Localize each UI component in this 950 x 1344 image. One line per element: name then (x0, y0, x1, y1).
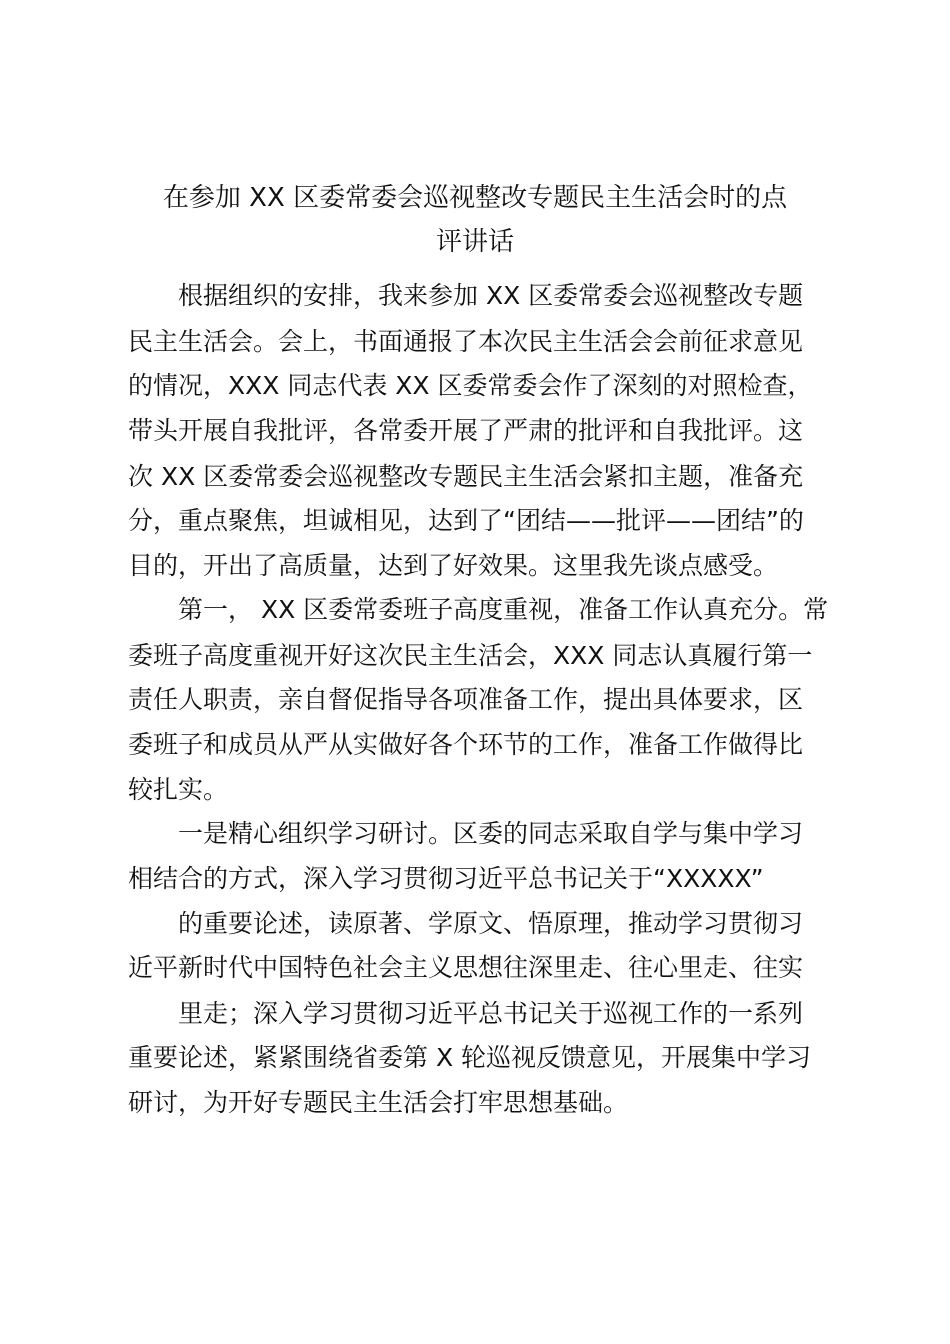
body-line: 带头开展自我批评，各常委开展了严肃的批评和自我批评。这 (128, 416, 804, 445)
document-title (120, 176, 830, 264)
body-line: 的情况，XXX 同志代表 XX 区委常委会作了深刻的对照检查， (128, 371, 813, 400)
body-line: 近平新时代中国特色社会主义思想往深里走、往心里走、往实 (128, 953, 804, 982)
body-line: 目的，开出了高质量，达到了好效果。这里我先谈点感受。 (128, 551, 779, 580)
body-line: 民主生活会。会上，书面通报了本次民主生活会会前征求意见 (128, 327, 804, 356)
body-line: 委班子和成员从严从实做好各个环节的工作，准备工作做得比 (128, 730, 804, 759)
body-line: 里走；深入学习贯彻习近平总书记关于巡视工作的一系列 (178, 999, 804, 1028)
body-line: 根据组织的安排，我来参加 XX 区委常委会巡视整改专题 (178, 281, 804, 310)
body-line: 的重要论述，读原著、学原文、悟原理，推动学习贯彻习 (178, 909, 804, 938)
body-line: 次 XX 区委常委会巡视整改专题民主生活会紧扣主题，准备充 (128, 462, 804, 491)
title-line-1: 在参加 XX 区委常委会巡视整改专题民主生活会时的点 (162, 183, 788, 213)
body-line: 委班子高度重视开好这次民主生活会，XXX 同志认真履行第一 (128, 641, 813, 670)
body-line: 研讨，为开好专题民主生活会打牢思想基础。 (128, 1088, 629, 1117)
body-line: 重要论述，紧紧围绕省委第 X 轮巡视反馈意见，开展集中学习 (128, 1043, 812, 1072)
body-line: 第一， XX 区委常委班子高度重视，准备工作认真充分。常 (178, 595, 829, 624)
title-line-2: 评讲话 (435, 227, 514, 257)
body-line: 责任人职责，亲自督促指导各项准备工作，提出具体要求，区 (128, 685, 804, 714)
body-line: 一是精心组织学习研讨。区委的同志采取自学与集中学习 (178, 819, 804, 848)
body-line: 相结合的方式，深入学习贯彻习近平总书记关于“XXXXX” (128, 864, 764, 893)
body-line: 较扎实。 (128, 775, 229, 804)
body-line: 分，重点聚焦，坦诚相见，达到了“团结——批评——团结”的 (128, 506, 804, 535)
